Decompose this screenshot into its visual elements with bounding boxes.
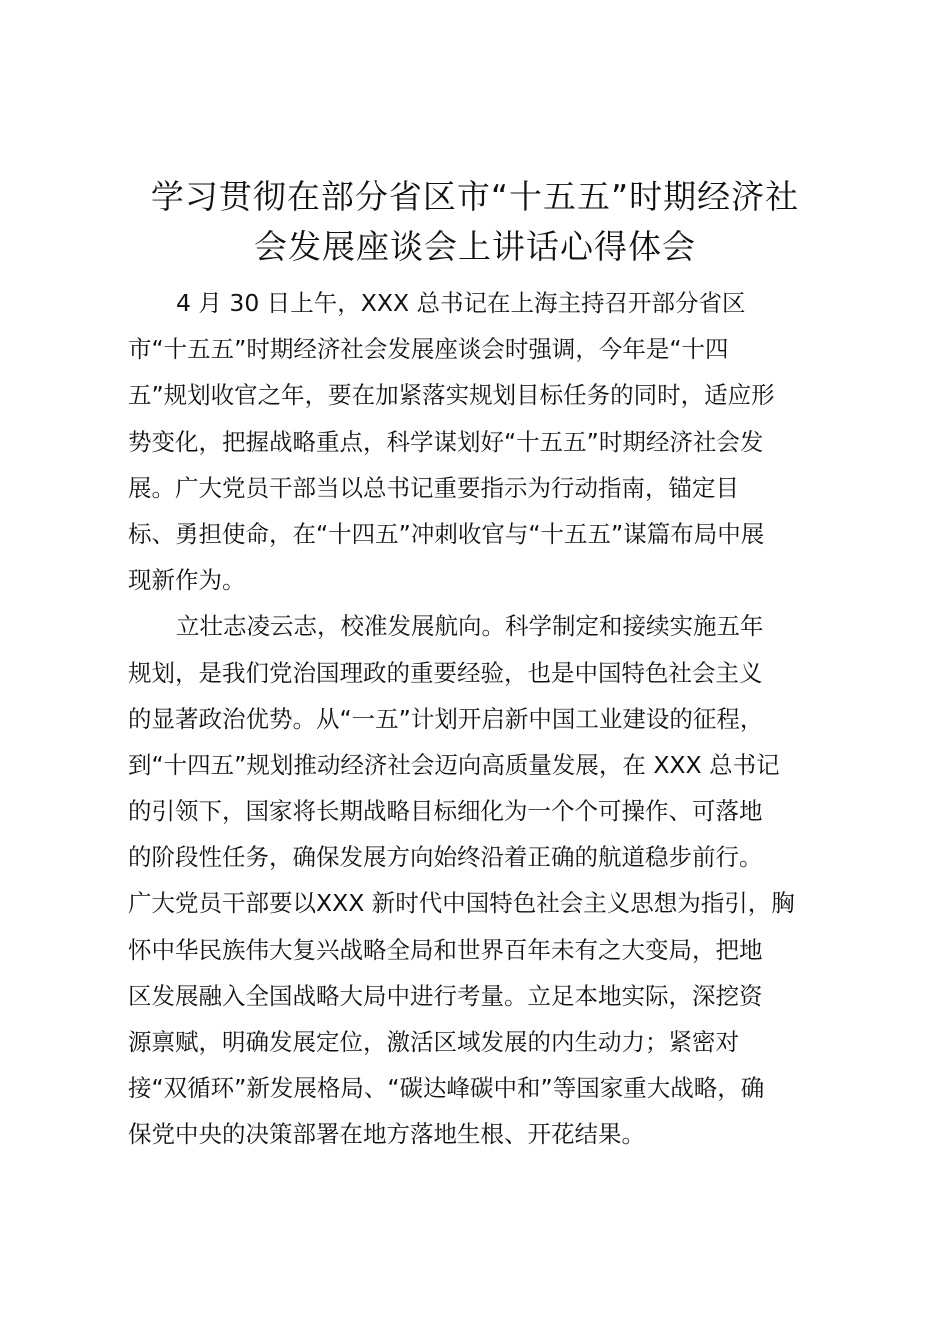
paragraph-line: 标、勇担使命，在“十四五”冲刺收官与“十五五”谋篇布局中展 <box>128 519 765 548</box>
document-body <box>128 280 833 1158</box>
paragraph-line: 到“十四五”规划推动经济社会迈向高质量发展，在 XXX 总书记 <box>128 750 780 779</box>
paragraph-line: 接“双循环”新发展格局、“碳达峰碳中和”等国家重大战略，确 <box>128 1074 765 1103</box>
paragraph-line: 展。广大党员干部当以总书记重要指示为行动指南，锚定目 <box>128 473 739 502</box>
paragraph-line: 立壮志凌云志，校准发展航向。科学制定和接续实施五年 <box>176 612 764 641</box>
paragraph-line: 的阶段性任务，确保发展方向始终沿着正确的航道稳步前行。 <box>128 843 763 872</box>
paragraph-2 <box>128 603 833 1157</box>
paragraph-line: 的引领下，国家将长期战略目标细化为一个个可操作、可落地 <box>128 797 763 826</box>
title-line-2: 会发展座谈会上讲话心得体会 <box>254 227 696 266</box>
paragraph-line: 现新作为。 <box>128 566 246 595</box>
paragraph-line: 广大党员干部要以XXX 新时代中国特色社会主义思想为指引，胸 <box>128 889 795 918</box>
paragraph-line: 势变化，把握战略重点，科学谋划好“十五五”时期经济社会发 <box>128 427 764 456</box>
paragraph-line: 的显著政治优势。从“一五”计划开启新中国工业建设的征程， <box>128 704 764 733</box>
paragraph-line: 怀中华民族伟大复兴战略全局和世界百年未有之大变局，把地 <box>128 935 763 964</box>
paragraph-line: 市“十五五”时期经济社会发展座谈会时强调，今年是“十四 <box>128 335 729 364</box>
paragraph-1 <box>128 280 833 603</box>
title-line-1: 学习贯彻在部分省区市“十五五”时期经济社 <box>150 177 800 216</box>
document-title <box>110 172 840 272</box>
paragraph-line: 区发展融入全国战略大局中进行考量。立足本地实际，深挖资 <box>128 981 763 1010</box>
paragraph-line: 源禀赋，明确发展定位，激活区域发展的内生动力；紧密对 <box>128 1028 739 1056</box>
paragraph-line: 规划，是我们党治国理政的重要经验，也是中国特色社会主义 <box>128 658 763 687</box>
paragraph-line: 保党中央的决策部署在地方落地生根、开花结果。 <box>128 1120 645 1149</box>
paragraph-line: 4 月 30 日上午，XXX 总书记在上海主持召开部分省区 <box>176 289 746 317</box>
paragraph-line: 五”规划收官之年，要在加紧落实规划目标任务的同时，适应形 <box>128 381 775 410</box>
